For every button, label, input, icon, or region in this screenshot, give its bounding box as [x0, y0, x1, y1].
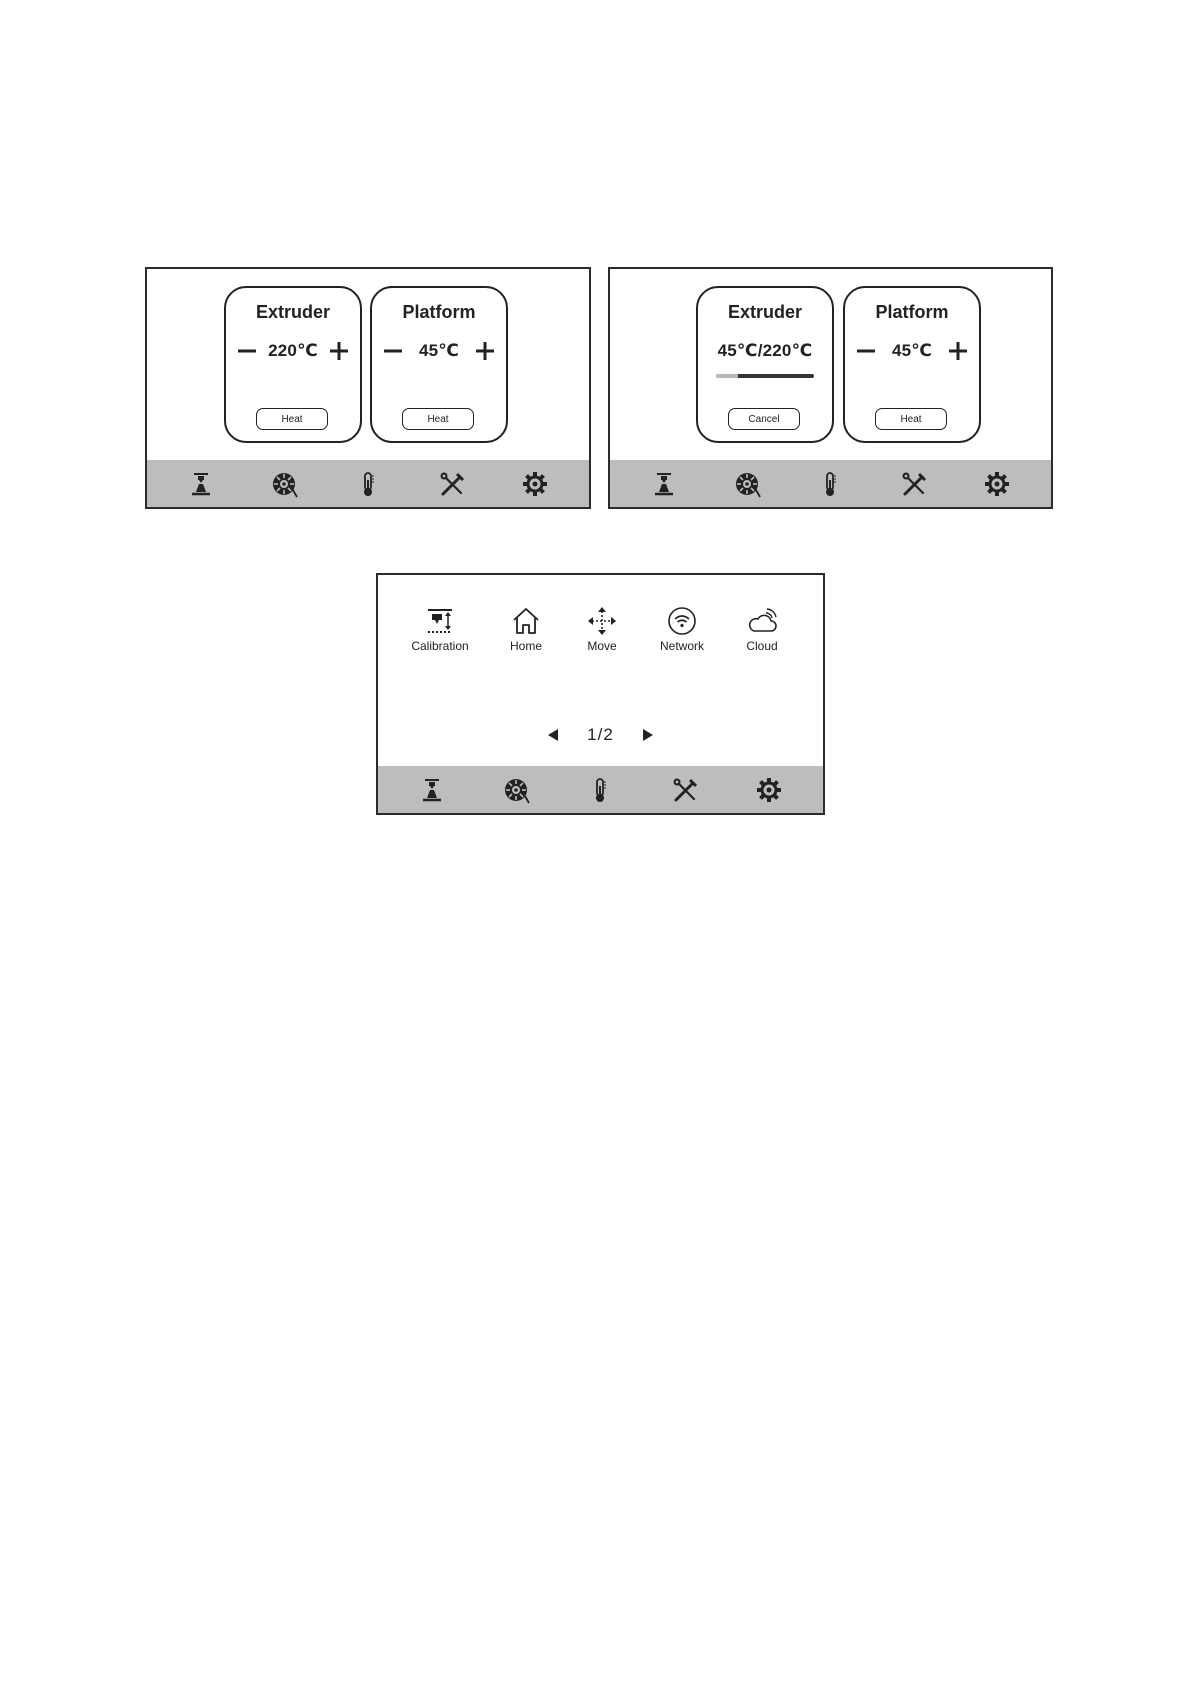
home-label: Home — [509, 639, 542, 653]
settings-icon — [755, 776, 783, 804]
pager — [378, 723, 823, 747]
print-icon — [650, 470, 678, 498]
triangle-right-icon — [641, 728, 655, 742]
calibration-button[interactable] — [400, 605, 480, 653]
nav-print-button[interactable] — [417, 775, 447, 805]
extruder-card — [224, 286, 362, 443]
nav-print-button[interactable] — [649, 469, 679, 499]
screen-tools-menu — [376, 573, 825, 815]
minus-icon — [382, 340, 404, 362]
platform-temp: 45℃ — [418, 341, 460, 360]
nav-tools-button[interactable] — [437, 469, 467, 499]
nav-print-button[interactable] — [186, 469, 216, 499]
temperature-icon — [816, 470, 844, 498]
extruder-temp: 220℃ — [268, 341, 318, 360]
calibration-icon — [424, 605, 456, 637]
extruder-increase-button[interactable] — [326, 338, 352, 364]
nav-tools-button[interactable] — [899, 469, 929, 499]
bottom-nav-bar — [610, 460, 1051, 507]
move-label: Move — [587, 639, 617, 653]
extruder-title: Extruder — [255, 302, 331, 322]
cloud-button[interactable] — [722, 605, 802, 653]
nav-settings-button[interactable] — [754, 775, 784, 805]
move-button[interactable] — [562, 605, 642, 653]
screen-temperature-heating — [608, 267, 1053, 509]
nav-temperature-button[interactable] — [585, 775, 615, 805]
home-button[interactable] — [486, 605, 566, 653]
bottom-nav-bar — [378, 766, 823, 813]
temperature-icon — [586, 776, 614, 804]
print-icon — [187, 470, 215, 498]
nav-tools-button[interactable] — [670, 775, 700, 805]
platform-title: Platform — [875, 302, 949, 322]
filament-icon — [502, 776, 530, 804]
minus-icon — [236, 340, 258, 362]
settings-icon — [983, 470, 1011, 498]
platform-heat-button[interactable]: Heat — [875, 408, 947, 430]
temperature-icon — [354, 470, 382, 498]
nav-filament-button[interactable] — [732, 469, 762, 499]
extruder-card — [696, 286, 834, 443]
extruder-progress-bar — [716, 374, 814, 378]
plus-icon — [947, 340, 969, 362]
cloud-icon — [746, 605, 778, 637]
platform-increase-button[interactable] — [472, 338, 498, 364]
network-icon — [666, 605, 698, 637]
tools-icon — [671, 776, 699, 804]
extruder-cancel-button[interactable]: Cancel — [728, 408, 800, 430]
extruder-heat-button[interactable]: Heat — [256, 408, 328, 430]
network-button[interactable] — [642, 605, 722, 653]
triangle-left-icon — [546, 728, 560, 742]
nav-temperature-button[interactable] — [815, 469, 845, 499]
tools-icon — [438, 470, 466, 498]
nav-settings-button[interactable] — [982, 469, 1012, 499]
tools-icon — [900, 470, 928, 498]
nav-filament-button[interactable] — [501, 775, 531, 805]
minus-icon — [855, 340, 877, 362]
previous-page-button[interactable] — [543, 725, 563, 745]
filament-icon — [270, 470, 298, 498]
platform-card — [370, 286, 508, 443]
move-icon — [586, 605, 618, 637]
platform-heat-button[interactable]: Heat — [402, 408, 474, 430]
print-icon — [418, 776, 446, 804]
plus-icon — [328, 340, 350, 362]
platform-decrease-button[interactable] — [380, 338, 406, 364]
nav-settings-button[interactable] — [520, 469, 550, 499]
extruder-temp-progress: 45℃/220℃ — [717, 341, 813, 360]
bottom-nav-bar — [147, 460, 589, 507]
extruder-title: Extruder — [727, 302, 803, 322]
platform-temp: 45℃ — [891, 341, 933, 360]
tools-grid — [396, 605, 805, 665]
platform-decrease-button[interactable] — [853, 338, 879, 364]
extruder-decrease-button[interactable] — [234, 338, 260, 364]
settings-icon — [521, 470, 549, 498]
plus-icon — [474, 340, 496, 362]
network-label: Network — [659, 639, 704, 653]
platform-increase-button[interactable] — [945, 338, 971, 364]
page-indicator: 1/2 — [587, 725, 614, 744]
home-icon — [510, 605, 542, 637]
calibration-label: Calibration — [411, 639, 469, 653]
platform-title: Platform — [402, 302, 476, 322]
screen-temperature-idle — [145, 267, 591, 509]
platform-card — [843, 286, 981, 443]
extruder-progress-fill — [716, 374, 738, 378]
nav-filament-button[interactable] — [269, 469, 299, 499]
next-page-button[interactable] — [638, 725, 658, 745]
nav-temperature-button[interactable] — [353, 469, 383, 499]
filament-icon — [733, 470, 761, 498]
cloud-label: Cloud — [746, 639, 778, 653]
